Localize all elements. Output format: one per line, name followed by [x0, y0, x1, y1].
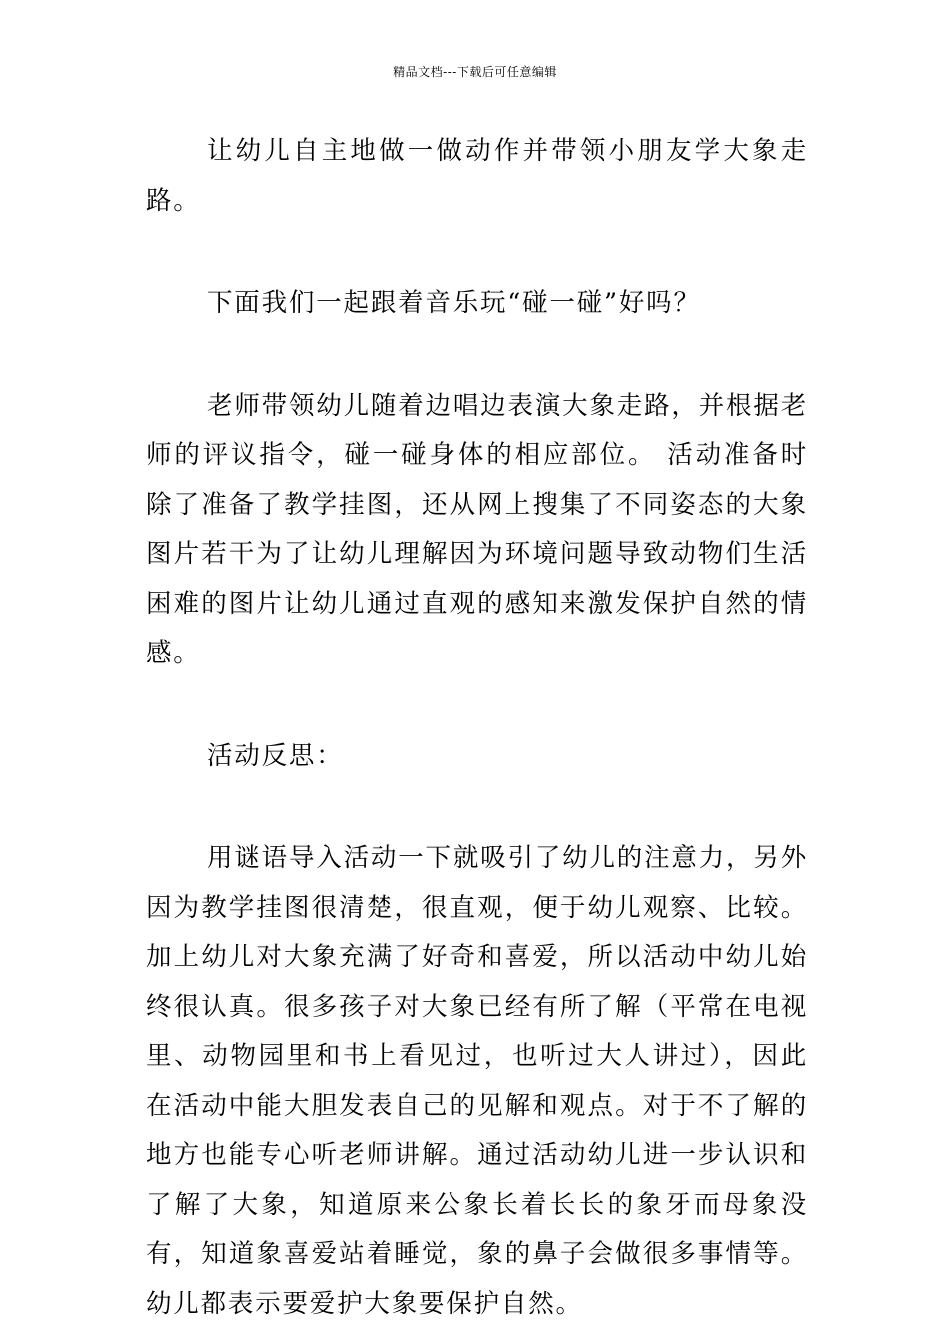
paragraph-activity-prep: 老师带领幼儿随着边唱边表演大象走路，并根据老师的评议指令，碰一碰身体的相应部位。 活动准备时除了准备了教学挂图，还从网上搜集了不同姿态的大象图片若干为了让幼儿理解因为环境问题导致动物们生活困难的图片让幼儿通过直观的感知来激发保护自然的情感。	[146, 390, 808, 668]
paragraph-spacer	[146, 679, 808, 732]
paragraph-spacer	[146, 329, 808, 382]
paragraph-reflection-body: 用谜语导入活动一下就吸引了幼儿的注意力，另外因为教学挂图很清楚，很直观，便于幼儿观察、比较。加上幼儿对大象充满了好奇和喜爱，所以活动中幼儿始终很认真。很多孩子对大象已经有所了解（平常在电视里、动物园里和书上看见过，也听过大人讲过），因此在活动中能大胆发表自己的见解和观点。对于不了解的地方也能专心听老师讲解。通过活动幼儿进一步认识和了解了大象，知道原来公象长着长长的象牙而母象没有，知道象喜爱站着睡觉，象的鼻子会做很多事情等。幼儿都表示要爱护大象要保护自然。	[146, 843, 808, 1319]
paragraph-music-game: 下面我们一起跟着音乐玩“碰一碰”好吗？	[207, 288, 701, 318]
paragraph-spacer	[146, 781, 808, 834]
page-header: 精品文档---下载后可任意编辑	[393, 65, 557, 79]
paragraph-imitate-walk: 让幼儿自主地做一做动作并带领小朋友学大象走路。	[146, 136, 808, 216]
section-heading-reflection: 活动反思：	[207, 740, 344, 771]
document-body	[146, 127, 808, 1329]
paragraph-spacer	[146, 226, 808, 279]
